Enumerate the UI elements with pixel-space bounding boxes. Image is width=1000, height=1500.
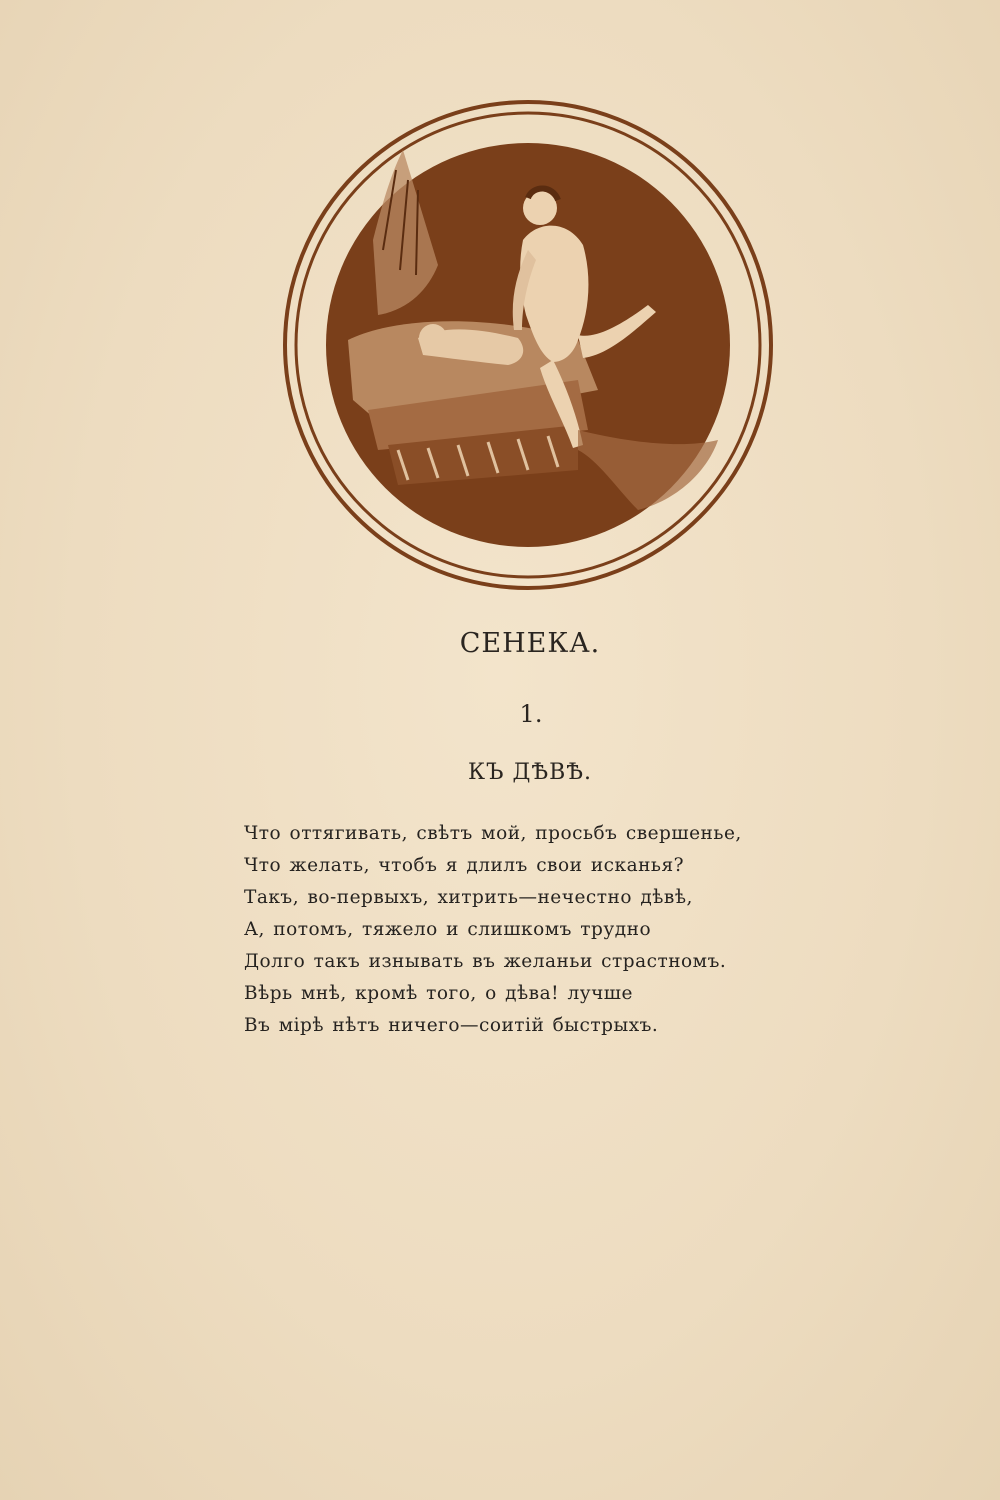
- poem-line: Въ мірѣ нѣтъ ничего—соитій быстрыхъ.: [244, 1015, 659, 1036]
- poem-line: Что желать, чтобъ я длилъ свои исканья?: [244, 855, 685, 876]
- poem-line: Что оттягивать, свѣтъ мой, просьбъ свершенье,: [244, 823, 742, 844]
- engraved-vignette-medallion: [278, 100, 778, 600]
- poem-line: Долго такъ изнывать въ желаньи страстномъ.: [244, 951, 727, 972]
- poem-title: КЪ ДѢВѢ.: [467, 760, 593, 785]
- poem-line: Вѣрь мнѣ, кромѣ того, о дѣва! лучше: [244, 983, 633, 1004]
- author-heading: СЕНЕКА.: [459, 628, 601, 659]
- poem-body: [244, 818, 884, 1042]
- poem-line: А, потомъ, тяжело и слишкомъ трудно: [244, 919, 652, 940]
- poem-line: Такъ, во-первыхъ, хитрить—нечестно дѣвѣ,: [244, 887, 693, 908]
- poem-number: 1.: [519, 700, 543, 728]
